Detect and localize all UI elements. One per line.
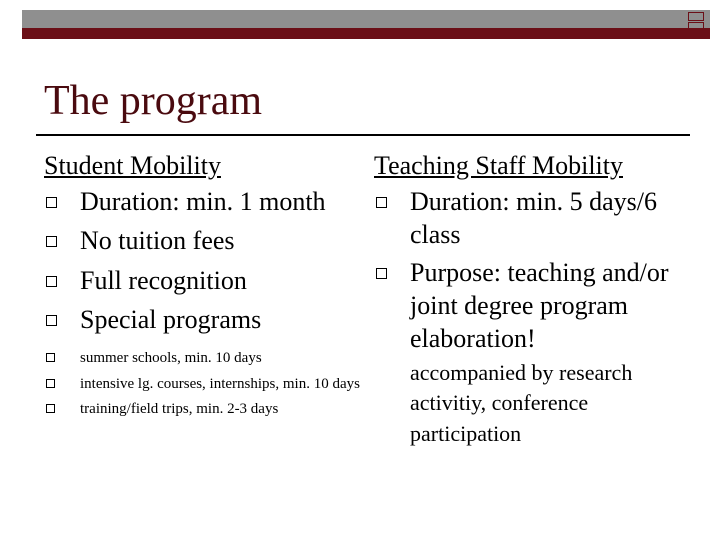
sub-list-item: summer schools, min. 10 days	[44, 348, 364, 368]
list-item: Duration: min. 5 days/6 class	[374, 185, 704, 252]
sub-list-item: intensive lg. courses, internships, min. 10 days	[44, 374, 364, 394]
column-heading: Teaching Staff Mobility	[374, 151, 623, 180]
teaching-staff-mobility-column	[374, 150, 704, 450]
student-mobility-column	[44, 150, 364, 424]
bullet-box-icon	[46, 236, 57, 247]
bullet-box-icon	[46, 276, 57, 287]
list-item: Special programs	[44, 303, 364, 336]
continuation-text: accompanied by research activitiy, conference participation	[410, 359, 633, 447]
sub-list-item: training/field trips, min. 2-3 days	[44, 399, 364, 419]
bullet-box-icon	[376, 268, 387, 279]
bullet-box-icon	[46, 379, 55, 388]
corner-decoration	[688, 12, 704, 21]
header-bar-red	[22, 28, 710, 39]
slide-title: The program	[44, 78, 263, 124]
corner-decoration	[688, 22, 704, 31]
column-heading: Student Mobility	[44, 151, 221, 180]
bullet-box-icon	[376, 197, 387, 208]
bullet-box-icon	[46, 404, 55, 413]
list-item: No tuition fees	[44, 224, 364, 257]
title-divider	[36, 134, 690, 136]
list-item: Full recognition	[44, 264, 364, 297]
list-item: Purpose: teaching and/or joint degree program elaboration!	[374, 256, 704, 356]
bullet-box-icon	[46, 315, 57, 326]
header-bar-gray	[22, 10, 710, 29]
bullet-box-icon	[46, 353, 55, 362]
bullet-box-icon	[46, 197, 57, 208]
list-item: Duration: min. 1 month	[44, 185, 364, 218]
